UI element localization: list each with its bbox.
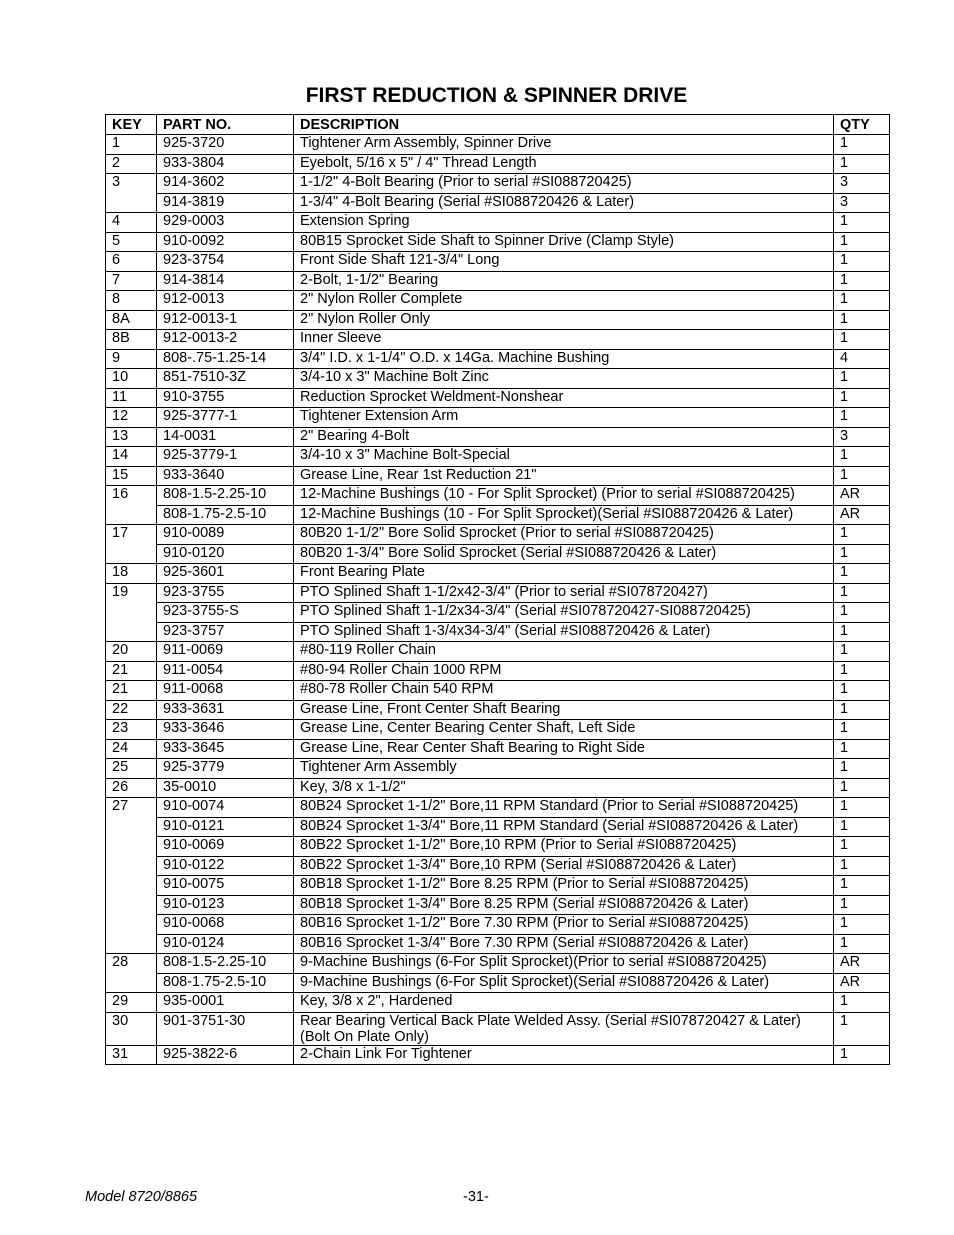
- cell-key: [106, 837, 157, 857]
- cell-description: Front Side Shaft 121-3/4" Long: [294, 252, 834, 272]
- cell-key: [106, 622, 157, 642]
- cell-key: 18: [106, 564, 157, 584]
- table-row: [106, 720, 890, 740]
- cell-part-no: 925-3779: [157, 759, 294, 779]
- parts-table: [105, 114, 890, 1065]
- table-row: [106, 388, 890, 408]
- cell-key: 21: [106, 661, 157, 681]
- cell-key: 12: [106, 408, 157, 428]
- cell-key: [106, 915, 157, 935]
- cell-part-no: 933-3640: [157, 466, 294, 486]
- table-row: [106, 525, 890, 545]
- cell-key: 11: [106, 388, 157, 408]
- cell-qty: AR: [834, 486, 890, 506]
- cell-part-no: 925-3822-6: [157, 1045, 294, 1065]
- table-row: [106, 739, 890, 759]
- cell-description: 2" Nylon Roller Only: [294, 310, 834, 330]
- table-row: [106, 447, 890, 467]
- cell-qty: 1: [834, 934, 890, 954]
- cell-part-no: 851-7510-3Z: [157, 369, 294, 389]
- cell-part-no: 933-3631: [157, 700, 294, 720]
- cell-qty: 1: [834, 271, 890, 291]
- cell-key: 25: [106, 759, 157, 779]
- cell-key: 10: [106, 369, 157, 389]
- cell-key: 26: [106, 778, 157, 798]
- cell-description: 3/4-10 x 3" Machine Bolt Zinc: [294, 369, 834, 389]
- cell-part-no: 935-0001: [157, 993, 294, 1013]
- table-row: [106, 564, 890, 584]
- table-row: [106, 583, 890, 603]
- cell-description: 1-1/2" 4-Bolt Bearing (Prior to serial #SI088720425): [294, 174, 834, 194]
- cell-key: 29: [106, 993, 157, 1013]
- cell-description: PTO Splined Shaft 1-1/2x34-3/4" (Serial #SI078720427-SI088720425): [294, 603, 834, 623]
- cell-qty: 1: [834, 720, 890, 740]
- table-row: [106, 232, 890, 252]
- cell-part-no: 808-1.75-2.5-10: [157, 973, 294, 993]
- cell-qty: 1: [834, 778, 890, 798]
- cell-description: #80-94 Roller Chain 1000 RPM: [294, 661, 834, 681]
- cell-qty: 1: [834, 544, 890, 564]
- cell-key: 8B: [106, 330, 157, 350]
- cell-key: 15: [106, 466, 157, 486]
- cell-part-no: 914-3819: [157, 193, 294, 213]
- table-row: [106, 369, 890, 389]
- table-row: [106, 876, 890, 896]
- cell-part-no: 925-3720: [157, 135, 294, 155]
- header-part-no: PART NO.: [157, 115, 294, 135]
- cell-description: 80B22 Sprocket 1-1/2" Bore,10 RPM (Prior to Serial #SI088720425): [294, 837, 834, 857]
- cell-description: #80-78 Roller Chain 540 RPM: [294, 681, 834, 701]
- cell-description: 9-Machine Bushings (6-For Split Sprocket)(Prior to serial #SI088720425): [294, 954, 834, 974]
- cell-key: [106, 856, 157, 876]
- cell-key: [106, 193, 157, 213]
- cell-description: 12-Machine Bushings (10 - For Split Sprocket) (Prior to serial #SI088720425): [294, 486, 834, 506]
- table-row: [106, 817, 890, 837]
- cell-qty: 1: [834, 817, 890, 837]
- cell-qty: 1: [834, 661, 890, 681]
- cell-qty: 1: [834, 583, 890, 603]
- cell-qty: 1: [834, 759, 890, 779]
- cell-part-no: 35-0010: [157, 778, 294, 798]
- cell-description: 80B22 Sprocket 1-3/4" Bore,10 RPM (Serial #SI088720426 & Later): [294, 856, 834, 876]
- cell-key: 30: [106, 1012, 157, 1045]
- cell-description: Reduction Sprocket Weldment-Nonshear: [294, 388, 834, 408]
- cell-qty: 1: [834, 388, 890, 408]
- cell-part-no: 808-.75-1.25-14: [157, 349, 294, 369]
- cell-qty: 1: [834, 993, 890, 1013]
- table-row: [106, 349, 890, 369]
- cell-qty: 1: [834, 154, 890, 174]
- cell-key: 17: [106, 525, 157, 545]
- cell-part-no: 910-0074: [157, 798, 294, 818]
- cell-qty: 1: [834, 681, 890, 701]
- cell-part-no: 910-0075: [157, 876, 294, 896]
- cell-qty: 1: [834, 564, 890, 584]
- table-row: [106, 837, 890, 857]
- cell-qty: 1: [834, 447, 890, 467]
- cell-description: 80B20 1-3/4" Bore Solid Sprocket (Serial #SI088720426 & Later): [294, 544, 834, 564]
- cell-part-no: 933-3804: [157, 154, 294, 174]
- table-row: [106, 174, 890, 194]
- cell-key: 8A: [106, 310, 157, 330]
- cell-qty: 1: [834, 739, 890, 759]
- cell-part-no: 808-1.5-2.25-10: [157, 486, 294, 506]
- cell-key: [106, 603, 157, 623]
- header-description: DESCRIPTION: [294, 115, 834, 135]
- cell-qty: 1: [834, 895, 890, 915]
- table-row: [106, 700, 890, 720]
- cell-key: 8: [106, 291, 157, 311]
- table-row: [106, 856, 890, 876]
- cell-part-no: 910-0121: [157, 817, 294, 837]
- cell-part-no: 923-3754: [157, 252, 294, 272]
- cell-description: 2" Nylon Roller Complete: [294, 291, 834, 311]
- table-row: [106, 622, 890, 642]
- cell-qty: 1: [834, 252, 890, 272]
- table-row: [106, 798, 890, 818]
- cell-part-no: 910-0120: [157, 544, 294, 564]
- header-key: KEY: [106, 115, 157, 135]
- cell-key: [106, 505, 157, 525]
- cell-key: 7: [106, 271, 157, 291]
- cell-description: 80B24 Sprocket 1-1/2" Bore,11 RPM Standard (Prior to Serial #SI088720425): [294, 798, 834, 818]
- cell-key: 13: [106, 427, 157, 447]
- cell-key: 23: [106, 720, 157, 740]
- table-row: [106, 544, 890, 564]
- cell-description: Rear Bearing Vertical Back Plate Welded Assy. (Serial #SI078720427 & Later) (Bolt On Plate Only): [294, 1012, 834, 1045]
- cell-description: Key, 3/8 x 2", Hardened: [294, 993, 834, 1013]
- cell-qty: 1: [834, 622, 890, 642]
- table-row: [106, 154, 890, 174]
- cell-description: #80-119 Roller Chain: [294, 642, 834, 662]
- cell-description: 80B15 Sprocket Side Shaft to Spinner Drive (Clamp Style): [294, 232, 834, 252]
- cell-qty: 1: [834, 798, 890, 818]
- cell-description: 80B18 Sprocket 1-3/4" Bore 8.25 RPM (Serial #SI088720426 & Later): [294, 895, 834, 915]
- table-row: [106, 252, 890, 272]
- cell-part-no: 910-0069: [157, 837, 294, 857]
- table-row: [106, 954, 890, 974]
- cell-key: 27: [106, 798, 157, 818]
- cell-qty: 1: [834, 525, 890, 545]
- table-row: [106, 408, 890, 428]
- cell-key: [106, 544, 157, 564]
- cell-key: 6: [106, 252, 157, 272]
- table-row: [106, 603, 890, 623]
- cell-description: Tightener Extension Arm: [294, 408, 834, 428]
- cell-key: 4: [106, 213, 157, 233]
- header-qty: QTY: [834, 115, 890, 135]
- cell-part-no: 925-3601: [157, 564, 294, 584]
- cell-key: 20: [106, 642, 157, 662]
- table-row: [106, 642, 890, 662]
- cell-qty: 4: [834, 349, 890, 369]
- table-row: [106, 486, 890, 506]
- table-row: [106, 135, 890, 155]
- cell-description: Grease Line, Center Bearing Center Shaft, Left Side: [294, 720, 834, 740]
- cell-description: 2-Chain Link For Tightener: [294, 1045, 834, 1065]
- table-row: [106, 993, 890, 1013]
- cell-part-no: 911-0068: [157, 681, 294, 701]
- cell-description: 2-Bolt, 1-1/2" Bearing: [294, 271, 834, 291]
- cell-description: Inner Sleeve: [294, 330, 834, 350]
- table-row: [106, 505, 890, 525]
- table-row: [106, 330, 890, 350]
- cell-part-no: 923-3757: [157, 622, 294, 642]
- cell-description: 3/4-10 x 3" Machine Bolt-Special: [294, 447, 834, 467]
- table-row: [106, 213, 890, 233]
- cell-description: 1-3/4" 4-Bolt Bearing (Serial #SI088720426 & Later): [294, 193, 834, 213]
- cell-key: 3: [106, 174, 157, 194]
- cell-description: Eyebolt, 5/16 x 5" / 4" Thread Length: [294, 154, 834, 174]
- cell-qty: 3: [834, 174, 890, 194]
- cell-qty: 1: [834, 642, 890, 662]
- cell-part-no: 933-3645: [157, 739, 294, 759]
- cell-qty: 1: [834, 213, 890, 233]
- cell-qty: 1: [834, 700, 890, 720]
- cell-part-no: 911-0054: [157, 661, 294, 681]
- table-row: [106, 291, 890, 311]
- cell-part-no: 914-3602: [157, 174, 294, 194]
- cell-qty: 1: [834, 232, 890, 252]
- cell-qty: 3: [834, 193, 890, 213]
- cell-qty: 1: [834, 1045, 890, 1065]
- cell-description: 2" Bearing 4-Bolt: [294, 427, 834, 447]
- cell-key: 22: [106, 700, 157, 720]
- table-row: [106, 759, 890, 779]
- cell-description: PTO Splined Shaft 1-1/2x42-3/4" (Prior to serial #SI078720427): [294, 583, 834, 603]
- cell-part-no: 910-0124: [157, 934, 294, 954]
- cell-description: 80B16 Sprocket 1-1/2" Bore 7.30 RPM (Prior to Serial #SI088720425): [294, 915, 834, 935]
- cell-description: 80B24 Sprocket 1-3/4" Bore,11 RPM Standard (Serial #SI088720426 & Later): [294, 817, 834, 837]
- table-row: [106, 895, 890, 915]
- cell-qty: 1: [834, 291, 890, 311]
- table-row: [106, 271, 890, 291]
- cell-description: 3/4" I.D. x 1-1/4" O.D. x 14Ga. Machine Bushing: [294, 349, 834, 369]
- cell-key: 1: [106, 135, 157, 155]
- cell-description: 80B20 1-1/2" Bore Solid Sprocket (Prior to serial #SI088720425): [294, 525, 834, 545]
- cell-key: 5: [106, 232, 157, 252]
- cell-key: [106, 934, 157, 954]
- cell-qty: 1: [834, 1012, 890, 1045]
- cell-qty: 1: [834, 369, 890, 389]
- cell-qty: 1: [834, 466, 890, 486]
- cell-part-no: 910-0068: [157, 915, 294, 935]
- cell-part-no: 808-1.5-2.25-10: [157, 954, 294, 974]
- cell-description: 80B18 Sprocket 1-1/2" Bore 8.25 RPM (Prior to Serial #SI088720425): [294, 876, 834, 896]
- cell-qty: 1: [834, 330, 890, 350]
- cell-part-no: 933-3646: [157, 720, 294, 740]
- cell-part-no: 14-0031: [157, 427, 294, 447]
- table-row: [106, 466, 890, 486]
- cell-description: Grease Line, Rear Center Shaft Bearing to Right Side: [294, 739, 834, 759]
- cell-part-no: 929-0003: [157, 213, 294, 233]
- cell-qty: 1: [834, 408, 890, 428]
- footer-model: Model 8720/8865: [85, 1189, 198, 1205]
- cell-key: [106, 817, 157, 837]
- table-row: [106, 1045, 890, 1065]
- table-row: [106, 193, 890, 213]
- cell-description: Front Bearing Plate: [294, 564, 834, 584]
- cell-qty: AR: [834, 954, 890, 974]
- cell-qty: 1: [834, 837, 890, 857]
- cell-qty: 1: [834, 856, 890, 876]
- cell-qty: 1: [834, 310, 890, 330]
- cell-qty: AR: [834, 505, 890, 525]
- table-row: [106, 973, 890, 993]
- cell-key: [106, 973, 157, 993]
- cell-key: 14: [106, 447, 157, 467]
- cell-qty: 1: [834, 915, 890, 935]
- footer-page-number: -31-: [463, 1189, 489, 1205]
- cell-part-no: 911-0069: [157, 642, 294, 662]
- table-row: [106, 681, 890, 701]
- cell-part-no: 923-3755: [157, 583, 294, 603]
- cell-key: 19: [106, 583, 157, 603]
- cell-description: 80B16 Sprocket 1-3/4" Bore 7.30 RPM (Serial #SI088720426 & Later): [294, 934, 834, 954]
- cell-part-no: 925-3777-1: [157, 408, 294, 428]
- cell-key: 31: [106, 1045, 157, 1065]
- cell-part-no: 912-0013-2: [157, 330, 294, 350]
- cell-qty: 1: [834, 135, 890, 155]
- cell-description: 9-Machine Bushings (6-For Split Sprocket)(Serial #SI088720426 & Later): [294, 973, 834, 993]
- cell-key: 2: [106, 154, 157, 174]
- cell-description: Grease Line, Front Center Shaft Bearing: [294, 700, 834, 720]
- cell-key: 28: [106, 954, 157, 974]
- table-row: [106, 661, 890, 681]
- table-row: [106, 1012, 890, 1045]
- cell-part-no: 808-1.75-2.5-10: [157, 505, 294, 525]
- cell-qty: 1: [834, 876, 890, 896]
- cell-part-no: 910-0089: [157, 525, 294, 545]
- cell-part-no: 912-0013-1: [157, 310, 294, 330]
- cell-key: [106, 876, 157, 896]
- table-row: [106, 778, 890, 798]
- cell-description: Extension Spring: [294, 213, 834, 233]
- cell-description: PTO Splined Shaft 1-3/4x34-3/4" (Serial #SI088720426 & Later): [294, 622, 834, 642]
- table-header-row: [106, 115, 890, 135]
- cell-key: 16: [106, 486, 157, 506]
- cell-description: Tightener Arm Assembly: [294, 759, 834, 779]
- table-row: [106, 427, 890, 447]
- cell-description: Tightener Arm Assembly, Spinner Drive: [294, 135, 834, 155]
- cell-qty: 1: [834, 603, 890, 623]
- cell-description: Grease Line, Rear 1st Reduction 21": [294, 466, 834, 486]
- cell-part-no: 925-3779-1: [157, 447, 294, 467]
- cell-description: 12-Machine Bushings (10 - For Split Sprocket)(Serial #SI088720426 & Later): [294, 505, 834, 525]
- cell-qty: 3: [834, 427, 890, 447]
- cell-part-no: 901-3751-30: [157, 1012, 294, 1045]
- cell-part-no: 910-0092: [157, 232, 294, 252]
- cell-part-no: 914-3814: [157, 271, 294, 291]
- cell-key: [106, 895, 157, 915]
- cell-part-no: 910-0122: [157, 856, 294, 876]
- cell-part-no: 910-3755: [157, 388, 294, 408]
- table-row: [106, 310, 890, 330]
- cell-key: 24: [106, 739, 157, 759]
- cell-qty: AR: [834, 973, 890, 993]
- cell-part-no: 923-3755-S: [157, 603, 294, 623]
- page-title: FIRST REDUCTION & SPINNER DRIVE: [305, 84, 688, 107]
- cell-key: 21: [106, 681, 157, 701]
- cell-part-no: 912-0013: [157, 291, 294, 311]
- table-row: [106, 934, 890, 954]
- cell-description: Key, 3/8 x 1-1/2": [294, 778, 834, 798]
- cell-key: 9: [106, 349, 157, 369]
- cell-part-no: 910-0123: [157, 895, 294, 915]
- table-row: [106, 915, 890, 935]
